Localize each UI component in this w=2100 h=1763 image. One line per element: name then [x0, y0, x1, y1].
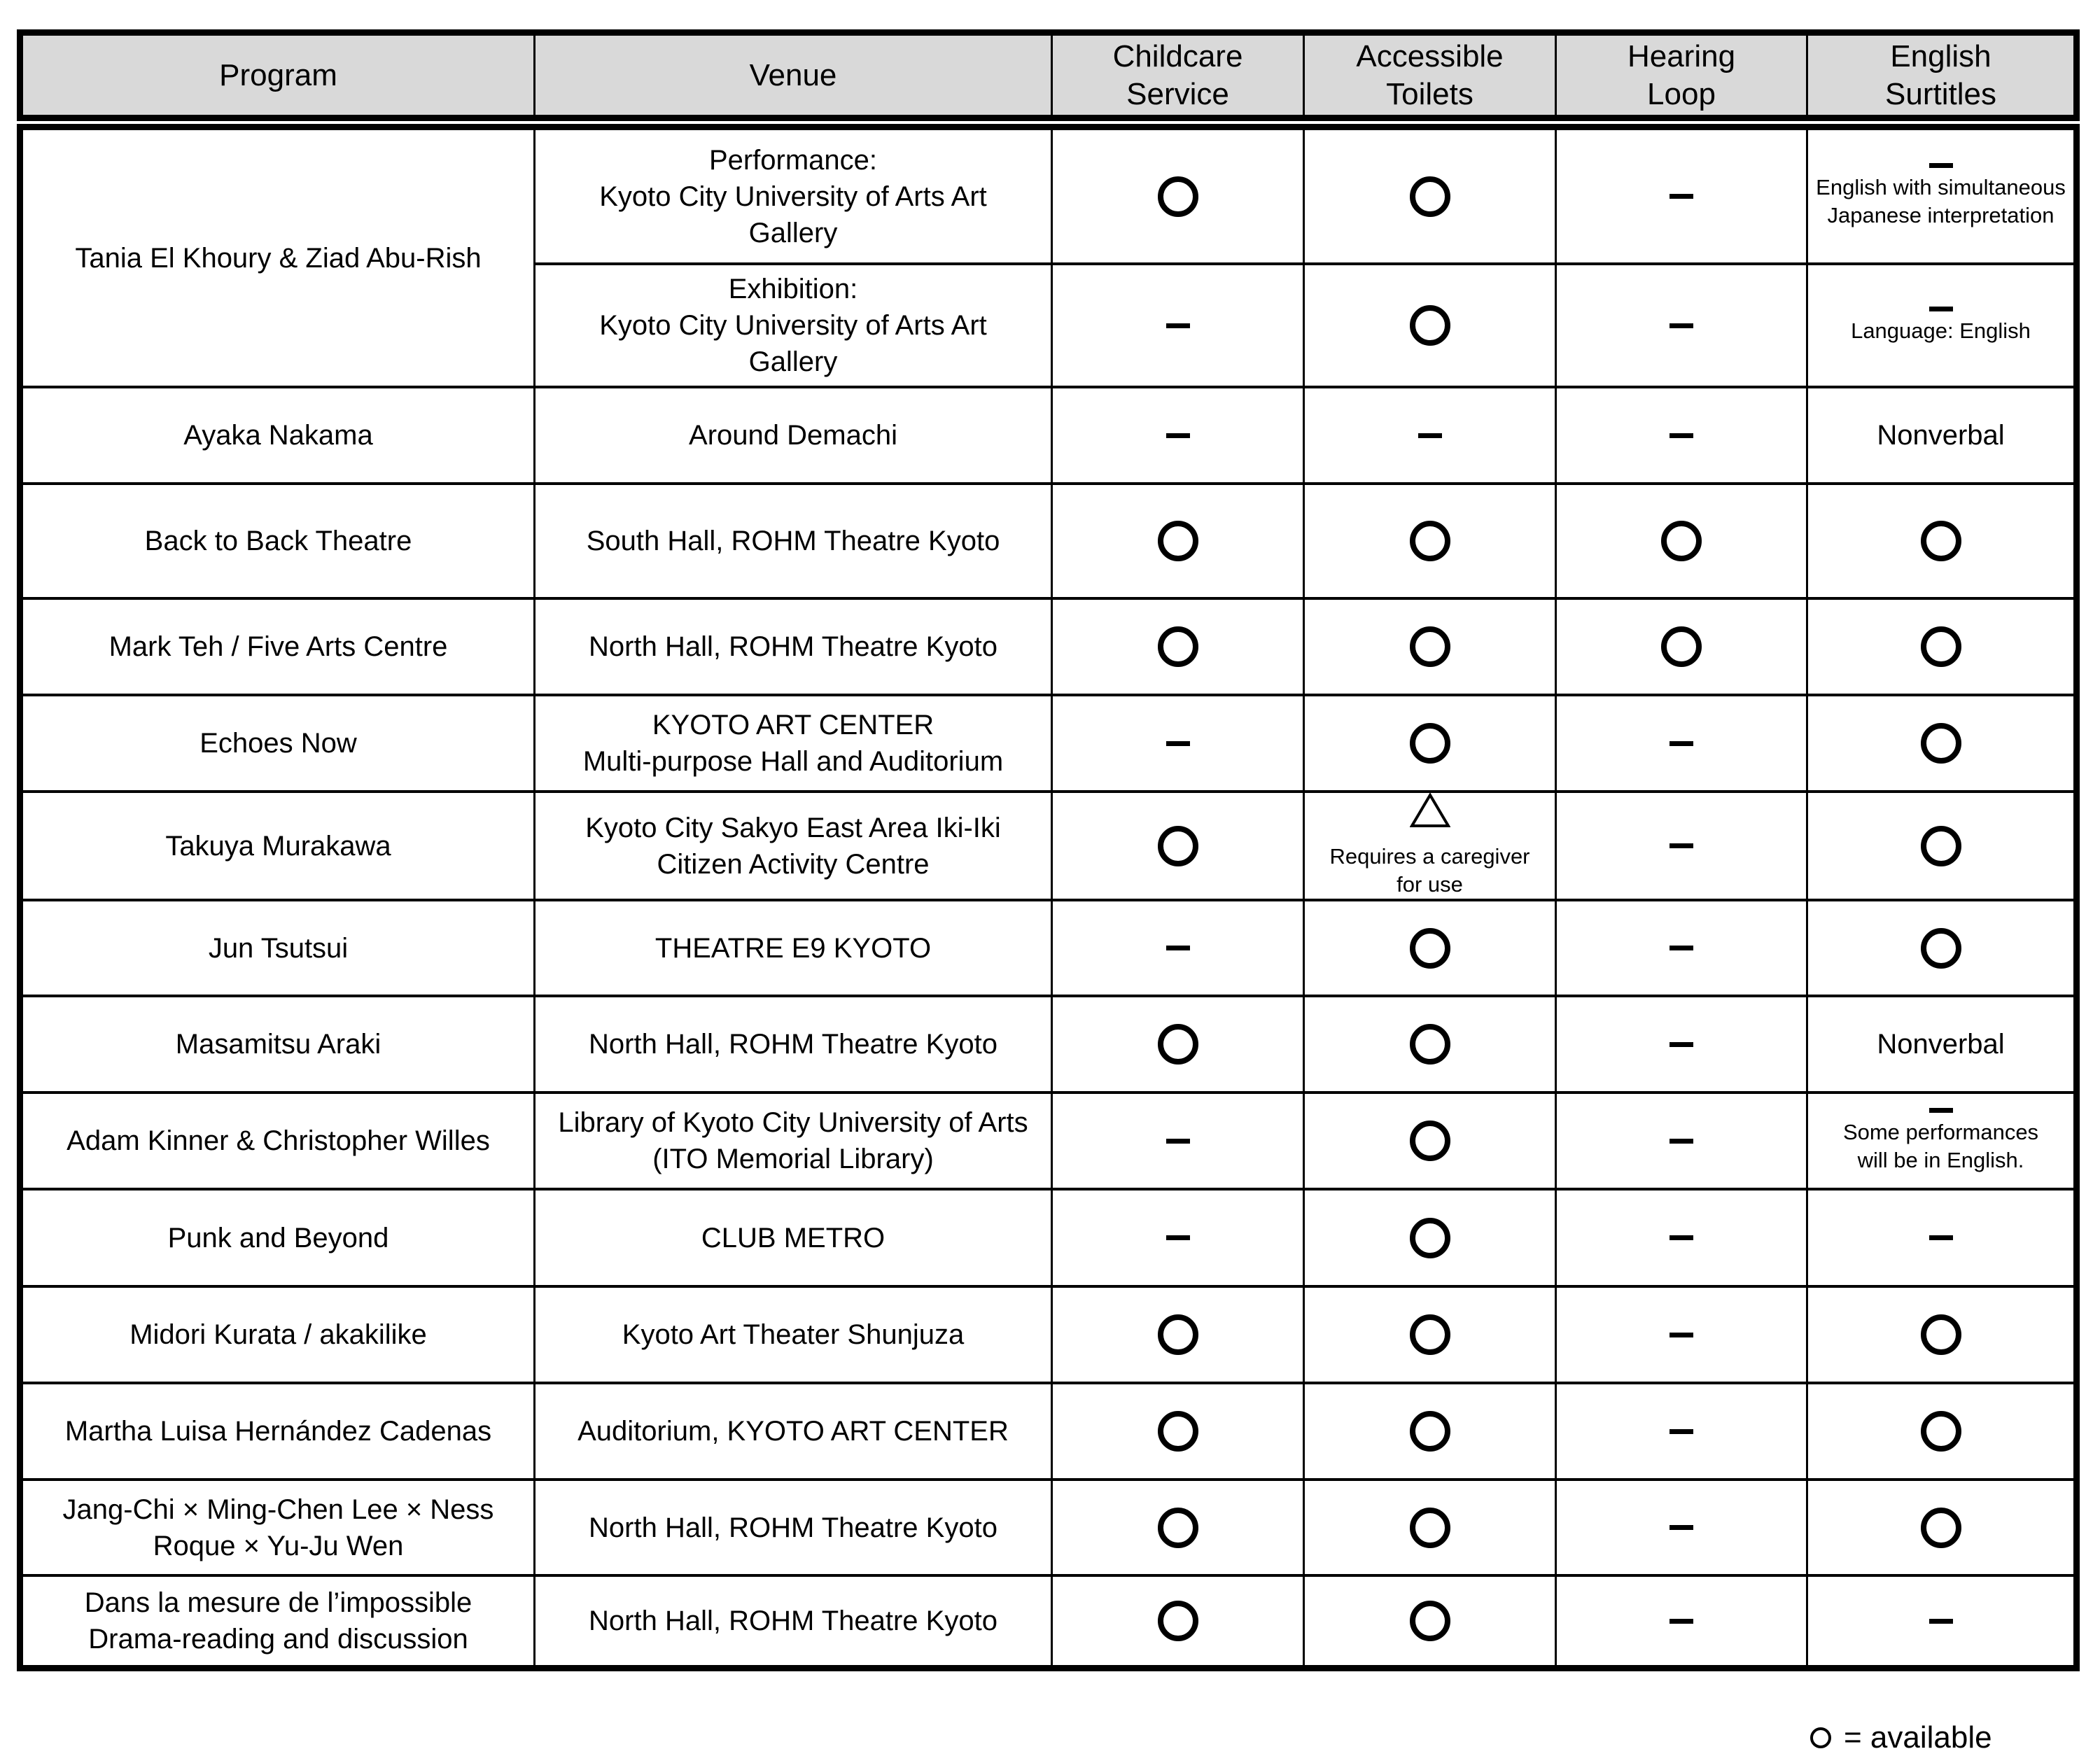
sub-row [533, 262, 2073, 386]
venue-cell [533, 696, 1051, 790]
venue-cell [533, 485, 1051, 597]
column-header-toilets: Accessible Toilets [1303, 36, 1555, 115]
venue-cell [533, 793, 1051, 899]
childcare-cell [1051, 130, 1303, 262]
legend-text: = available [1844, 1720, 1992, 1755]
loop-cell [1555, 696, 1806, 790]
venue-text: Exhibition: Kyoto City University of Arts Art Gallery [599, 274, 987, 377]
program-text: Punk and Beyond [167, 1222, 389, 1253]
childcare-cell [1051, 1384, 1303, 1478]
toilets-cell [1303, 1094, 1555, 1188]
table-row [23, 1188, 2073, 1285]
childcare-cell [1051, 1094, 1303, 1188]
legend [1810, 1720, 1992, 1755]
column-header-venue: Venue [533, 36, 1051, 115]
venue-cell [533, 1190, 1051, 1285]
dash-unavailable-icon [1929, 163, 1953, 168]
venue-cell [533, 1481, 1051, 1574]
venue-cell [533, 1094, 1051, 1188]
loop-cell [1555, 1288, 1806, 1382]
program-cell [23, 1384, 533, 1478]
column-header-surtitles: English Surtitles [1806, 36, 2073, 115]
table-row [23, 899, 2073, 995]
program-text: Dans la mesure de l’impossible Drama-reading and discussion [84, 1587, 472, 1655]
circle-available-icon [1410, 176, 1450, 217]
circle-available-icon [1158, 826, 1198, 866]
loop-cell [1555, 901, 1806, 995]
dash-unavailable-icon [1166, 1139, 1190, 1144]
childcare-cell [1051, 1288, 1303, 1382]
surtitles-note: Some performances will be in English. [1842, 1119, 2039, 1172]
circle-available-icon [1410, 1024, 1450, 1065]
program-cell [23, 388, 533, 482]
table-row [23, 482, 2073, 597]
venue-cell [533, 997, 1051, 1091]
dash-unavailable-icon [1670, 843, 1693, 848]
venue-text: Around Demachi [689, 420, 897, 451]
circle-available-icon [1921, 723, 1961, 764]
program-cell [23, 696, 533, 790]
dash-unavailable-icon [1670, 1139, 1693, 1144]
circle-available-icon [1410, 305, 1450, 346]
circle-available-icon [1661, 626, 1702, 667]
sub-row [533, 130, 2073, 262]
toilets-cell [1303, 997, 1555, 1091]
program-text: Martha Luisa Hernández Cadenas [64, 1416, 492, 1447]
venue-cell [533, 1577, 1051, 1665]
program-text: Jun Tsutsui [208, 932, 349, 964]
circle-available-icon [1410, 1121, 1450, 1161]
surtitles-cell [1806, 997, 2073, 1091]
dash-unavailable-icon [1929, 1619, 1953, 1624]
venue-text: THEATRE E9 KYOTO [654, 932, 932, 964]
surtitles-cell [1806, 1384, 2073, 1478]
childcare-cell [1051, 997, 1303, 1091]
venue-text: North Hall, ROHM Theatre Kyoto [589, 1029, 997, 1060]
childcare-cell [1051, 1481, 1303, 1574]
dash-unavailable-icon [1670, 1235, 1693, 1240]
toilets-cell [1303, 600, 1555, 694]
toilets-cell [1303, 265, 1555, 386]
circle-available-icon [1158, 1508, 1198, 1548]
circle-available-icon [1410, 626, 1450, 667]
table-row [23, 597, 2073, 694]
program-cell [23, 1190, 533, 1285]
toilets-cell [1303, 901, 1555, 995]
table-header [17, 29, 2080, 121]
program-text: Jang-Chi × Ming-Chen Lee × Ness Roque × Yu-Ju Wen [62, 1494, 494, 1561]
program-text: Echoes Now [200, 728, 357, 759]
venue-text: South Hall, ROHM Theatre Kyoto [586, 526, 1000, 556]
venue-text: Performance: Kyoto City University of Arts Art Gallery [599, 144, 987, 248]
venue-text: Kyoto City Sakyo East Area Iki-Iki Citizen Activity Centre [585, 812, 1001, 880]
circle-available-icon [1158, 1411, 1198, 1452]
table-row [23, 995, 2073, 1091]
program-text: Masamitsu Araki [175, 1029, 382, 1060]
circle-available-icon [1410, 1218, 1450, 1258]
dash-unavailable-icon [1670, 1525, 1693, 1530]
table-row [23, 1382, 2073, 1478]
surtitles-cell [1806, 600, 2073, 694]
circle-available-icon [1410, 723, 1450, 764]
table-row [23, 1091, 2073, 1188]
dash-unavailable-icon [1166, 946, 1190, 950]
toilets-cell [1303, 388, 1555, 482]
venue-text: Auditorium, KYOTO ART CENTER [578, 1416, 1009, 1447]
venue-text: North Hall, ROHM Theatre Kyoto [589, 1512, 997, 1543]
venue-text: KYOTO ART CENTER Multi-purpose Hall and Auditorium [582, 710, 1004, 777]
surtitles-cell [1806, 901, 2073, 995]
dash-unavailable-icon [1929, 307, 1953, 311]
circle-available-icon [1158, 1314, 1198, 1355]
program-cell [23, 600, 533, 694]
column-header-loop: Hearing Loop [1555, 36, 1806, 115]
childcare-cell [1051, 265, 1303, 386]
table-row [23, 1574, 2073, 1665]
toilets-cell [1303, 1481, 1555, 1574]
dash-unavailable-icon [1166, 433, 1190, 438]
venue-cell [533, 388, 1051, 482]
circle-available-icon [1410, 1411, 1450, 1452]
program-text: Adam Kinner & Christopher Willes [66, 1125, 490, 1156]
surtitles-cell [1806, 1481, 2073, 1574]
table-body [17, 124, 2080, 1671]
circle-available-icon [1921, 1314, 1961, 1355]
circle-available-icon [1410, 928, 1450, 969]
dash-unavailable-icon [1670, 433, 1693, 438]
toilets-cell [1303, 1577, 1555, 1665]
program-text: Back to Back Theatre [144, 526, 412, 556]
loop-cell [1555, 388, 1806, 482]
loop-cell [1555, 1190, 1806, 1285]
program-text: Takuya Murakawa [165, 830, 391, 862]
loop-cell [1555, 485, 1806, 597]
childcare-cell [1051, 696, 1303, 790]
dash-unavailable-icon [1670, 323, 1693, 328]
triangle-conditional-icon [1410, 793, 1450, 837]
loop-cell [1555, 265, 1806, 386]
circle-available-icon [1158, 176, 1198, 217]
toilets-cell [1303, 1190, 1555, 1285]
dash-unavailable-icon [1670, 1429, 1693, 1434]
surtitles-cell [1806, 485, 2073, 597]
loop-cell [1555, 1481, 1806, 1574]
table-row [23, 130, 2073, 386]
program-cell [23, 793, 533, 899]
circle-available-icon [1410, 1508, 1450, 1548]
dash-unavailable-icon [1670, 946, 1693, 950]
surtitles-cell [1806, 1577, 2073, 1665]
surtitles-cell [1806, 793, 2073, 899]
venue-text: North Hall, ROHM Theatre Kyoto [589, 631, 997, 662]
circle-available-icon [1410, 1314, 1450, 1355]
childcare-cell [1051, 600, 1303, 694]
venue-cell [533, 901, 1051, 995]
surtitles-text: Nonverbal [1877, 1029, 2005, 1060]
loop-cell [1555, 997, 1806, 1091]
childcare-cell [1051, 1190, 1303, 1285]
circle-available-icon [1921, 626, 1961, 667]
loop-cell [1555, 1094, 1806, 1188]
table-row [23, 386, 2073, 482]
childcare-cell [1051, 388, 1303, 482]
dash-unavailable-icon [1166, 323, 1190, 328]
toilets-cell [1303, 130, 1555, 262]
dash-unavailable-icon [1670, 194, 1693, 199]
circle-icon [1810, 1727, 1831, 1748]
surtitles-cell [1806, 1094, 2073, 1188]
program-cell [23, 901, 533, 995]
toilets-cell [1303, 485, 1555, 597]
surtitles-cell [1806, 1190, 2073, 1285]
loop-cell [1555, 1384, 1806, 1478]
table-row [23, 790, 2073, 899]
venue-cell [533, 130, 1051, 262]
toilets-cell [1303, 1288, 1555, 1382]
venue-text: North Hall, ROHM Theatre Kyoto [589, 1606, 997, 1636]
dash-unavailable-icon [1670, 1333, 1693, 1337]
circle-available-icon [1158, 1024, 1198, 1065]
surtitles-note: Language: English [1851, 318, 2031, 343]
childcare-cell [1051, 485, 1303, 597]
dash-unavailable-icon [1166, 741, 1190, 746]
program-cell [23, 1481, 533, 1574]
program-cell [23, 130, 533, 386]
venue-cell [533, 600, 1051, 694]
surtitles-note: English with simultaneous Japanese interpretation [1816, 175, 2066, 227]
toilets-cell [1303, 696, 1555, 790]
program-cell [23, 1577, 533, 1665]
circle-available-icon [1158, 626, 1198, 667]
surtitles-cell [1806, 265, 2073, 386]
loop-cell [1555, 600, 1806, 694]
surtitles-cell [1806, 1288, 2073, 1382]
toilets-cell [1303, 1384, 1555, 1478]
venue-text: Library of Kyoto City University of Arts (ITO Memorial Library) [558, 1107, 1028, 1174]
dash-unavailable-icon [1670, 741, 1693, 746]
program-cell [23, 1288, 533, 1382]
surtitles-cell [1806, 388, 2073, 482]
dash-unavailable-icon [1418, 433, 1442, 438]
circle-available-icon [1921, 826, 1961, 866]
venue-cell [533, 265, 1051, 386]
circle-available-icon [1921, 1411, 1961, 1452]
loop-cell [1555, 130, 1806, 262]
column-header-childcare: Childcare Service [1051, 36, 1303, 115]
dash-unavailable-icon [1929, 1108, 1953, 1113]
loop-cell [1555, 793, 1806, 899]
program-text: Ayaka Nakama [183, 420, 373, 451]
dash-unavailable-icon [1166, 1235, 1190, 1240]
circle-available-icon [1410, 1601, 1450, 1641]
table-row [23, 1478, 2073, 1574]
circle-available-icon [1158, 1601, 1198, 1641]
table-row [23, 694, 2073, 790]
circle-available-icon [1921, 1508, 1961, 1548]
childcare-cell [1051, 901, 1303, 995]
dash-unavailable-icon [1670, 1619, 1693, 1624]
circle-available-icon [1410, 521, 1450, 561]
program-text: Midori Kurata / akakilike [130, 1319, 427, 1350]
childcare-cell [1051, 1577, 1303, 1665]
loop-cell [1555, 1577, 1806, 1665]
surtitles-cell [1806, 696, 2073, 790]
dash-unavailable-icon [1929, 1235, 1953, 1240]
surtitles-text: Nonverbal [1877, 420, 2005, 451]
venue-cell [533, 1384, 1051, 1478]
circle-available-icon [1921, 928, 1961, 969]
table-row [23, 1285, 2073, 1382]
program-text: Tania El Khoury & Ziad Abu-Rish [75, 242, 482, 274]
program-text: Mark Teh / Five Arts Centre [108, 631, 448, 662]
venue-text: CLUB METRO [701, 1222, 886, 1253]
dash-unavailable-icon [1670, 1042, 1693, 1047]
program-cell [23, 1094, 533, 1188]
toilets-cell [1303, 793, 1555, 899]
program-cell [23, 997, 533, 1091]
circle-available-icon [1158, 521, 1198, 561]
column-header-program: Program [219, 57, 337, 92]
circle-available-icon [1921, 521, 1961, 561]
childcare-cell [1051, 793, 1303, 899]
circle-available-icon [1661, 521, 1702, 561]
program-cell [23, 485, 533, 597]
toilets-note: Requires a caregiver for use [1329, 844, 1530, 897]
venue-text: Kyoto Art Theater Shunjuza [622, 1319, 965, 1350]
venue-cell [533, 1288, 1051, 1382]
surtitles-cell [1806, 130, 2073, 262]
